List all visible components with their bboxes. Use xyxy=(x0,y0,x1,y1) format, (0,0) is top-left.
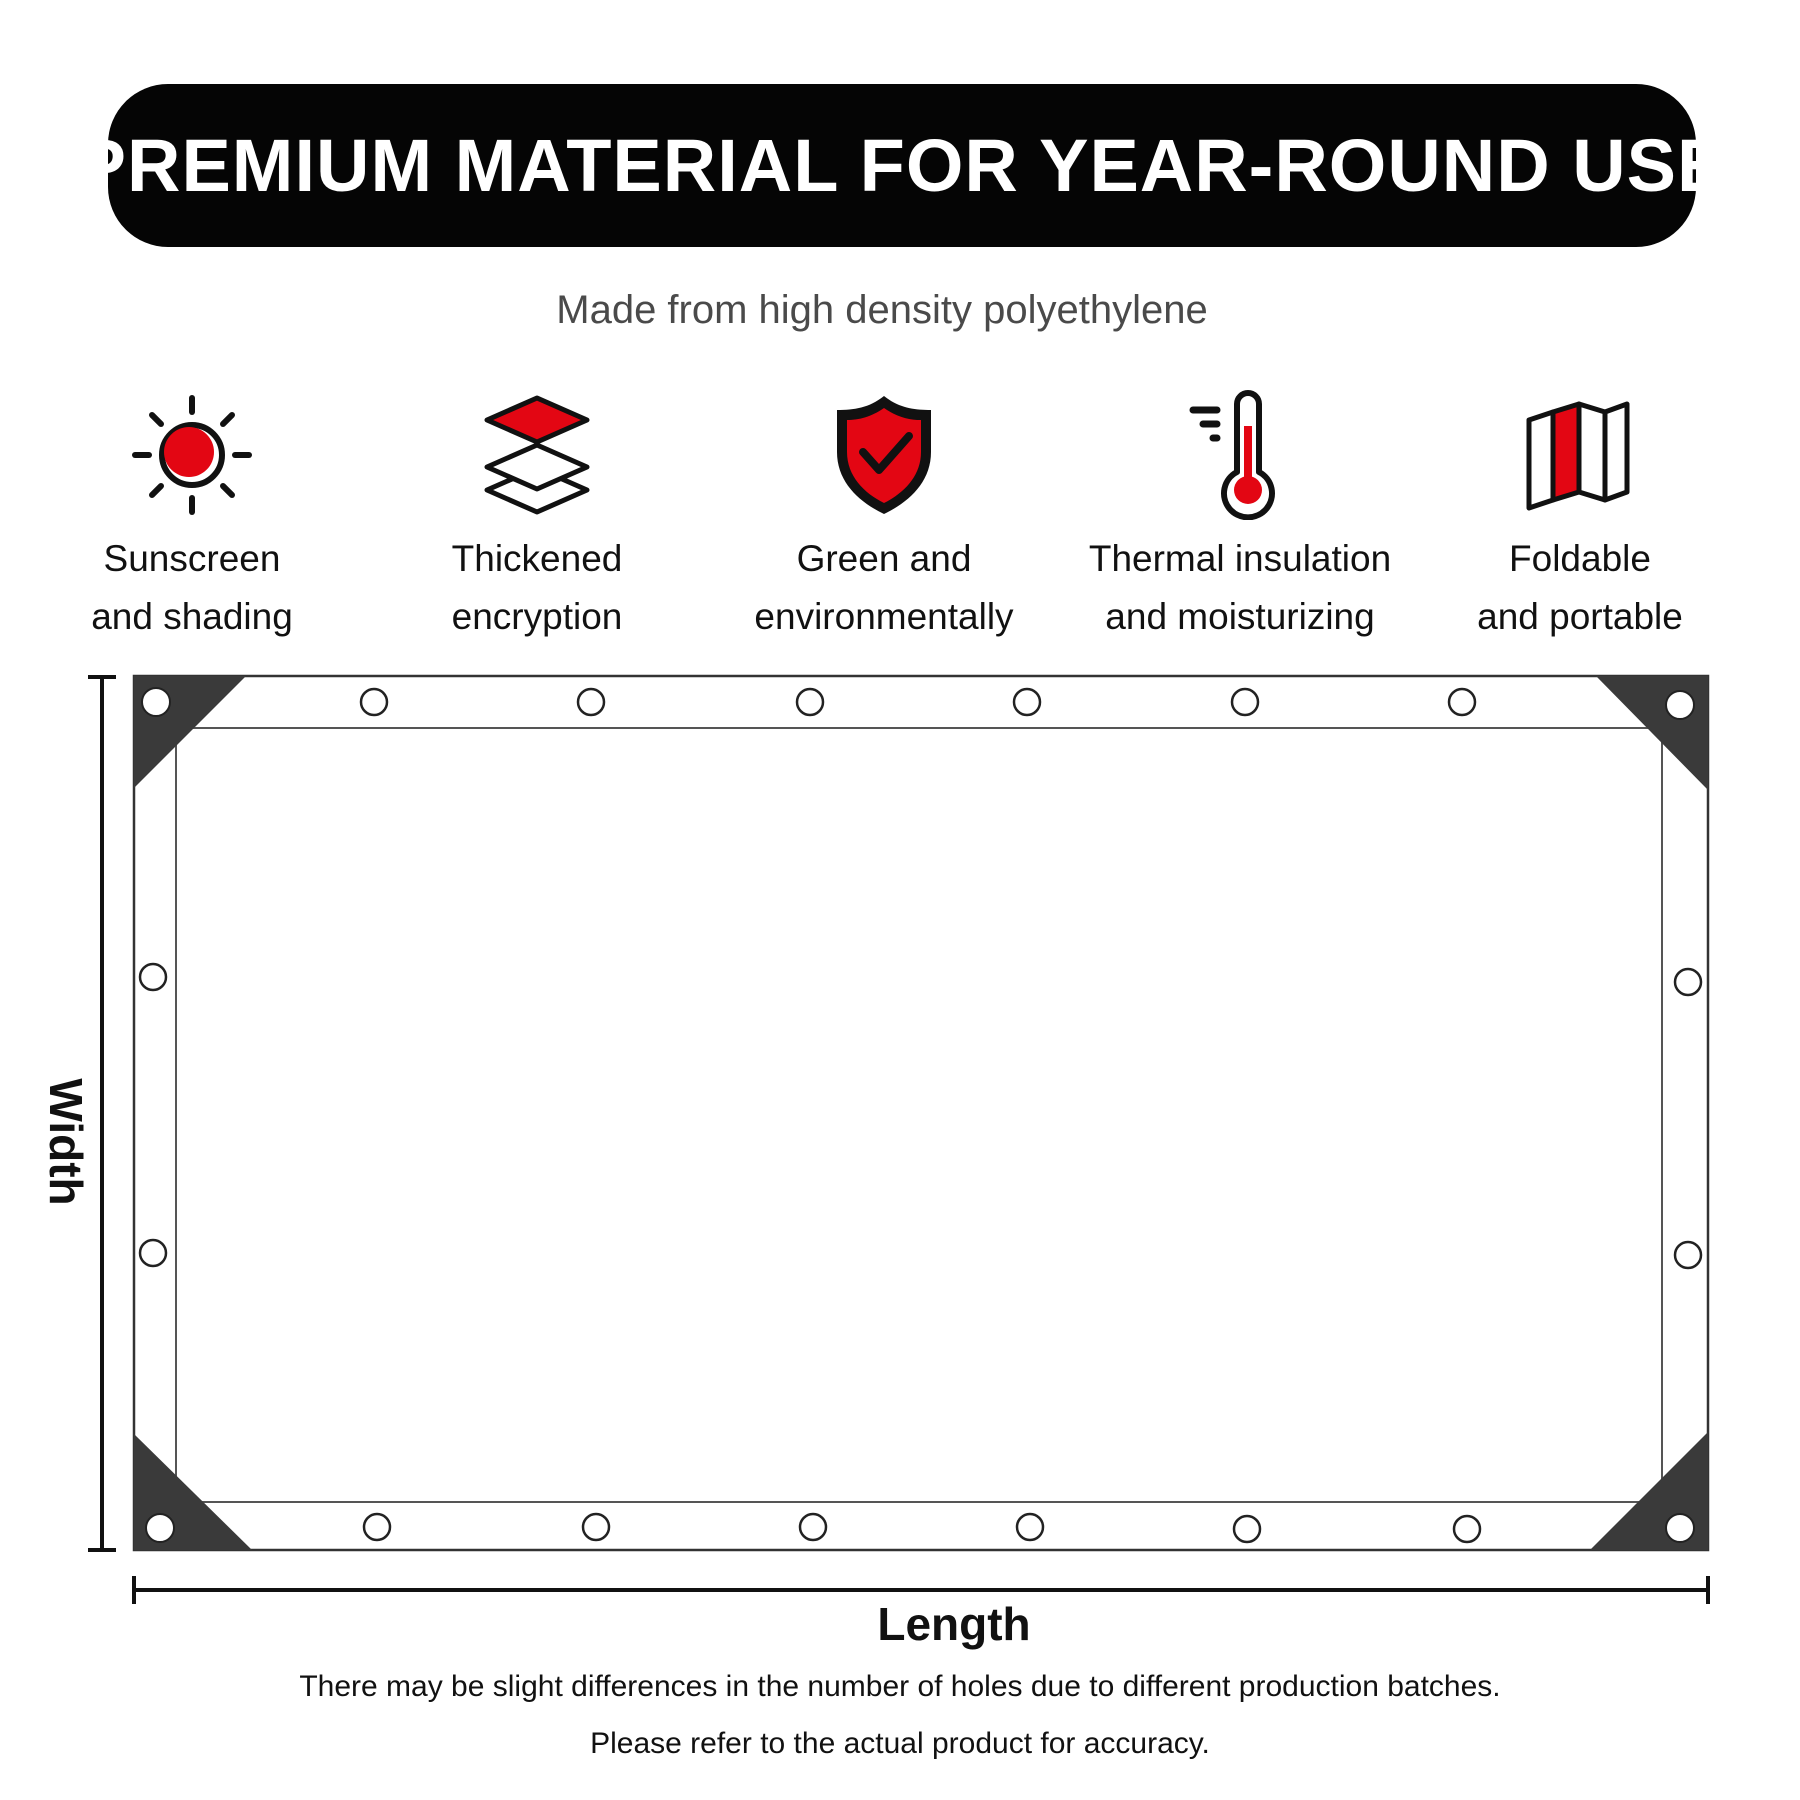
grommet xyxy=(140,1240,166,1266)
grommet xyxy=(578,689,604,715)
subtitle: Made from high density polyethylene xyxy=(556,288,1208,332)
grommet xyxy=(1017,1514,1043,1540)
grommet xyxy=(1232,689,1258,715)
disclaimer-line-2: Please refer to the actual product for accuracy. xyxy=(590,1727,1210,1760)
disclaimer-line-1: There may be slight differences in the number of holes due to different production batches. xyxy=(299,1670,1501,1703)
feature-label: Green and environmentally xyxy=(754,538,1014,637)
corner-grommet xyxy=(142,688,170,716)
grommet xyxy=(1234,1516,1260,1542)
corner-grommet xyxy=(146,1514,174,1542)
corner-grommet xyxy=(1666,691,1694,719)
grommet xyxy=(1675,969,1701,995)
grommet xyxy=(583,1514,609,1540)
grommet xyxy=(1014,689,1040,715)
feature-label: Sunscreen and shading xyxy=(91,538,293,637)
grommet xyxy=(1454,1516,1480,1542)
corner-grommet xyxy=(1666,1514,1694,1542)
grommet xyxy=(364,1514,390,1540)
tarp-outline xyxy=(134,676,1708,1550)
feature-label: Foldable and portable xyxy=(1477,538,1683,637)
grommet xyxy=(800,1514,826,1540)
feature-label: Thermal insulation and moisturizing xyxy=(1088,538,1392,637)
length-label: Length xyxy=(877,1598,1031,1650)
grommet xyxy=(140,964,166,990)
grommet xyxy=(1449,689,1475,715)
width-label: Width xyxy=(40,1078,92,1206)
feature-label: Thickened encryption xyxy=(451,538,623,637)
grommet xyxy=(1675,1242,1701,1268)
grommet xyxy=(797,689,823,715)
grommet xyxy=(361,689,387,715)
banner-title: PREMIUM MATERIAL FOR YEAR-ROUND USE xyxy=(76,124,1728,207)
